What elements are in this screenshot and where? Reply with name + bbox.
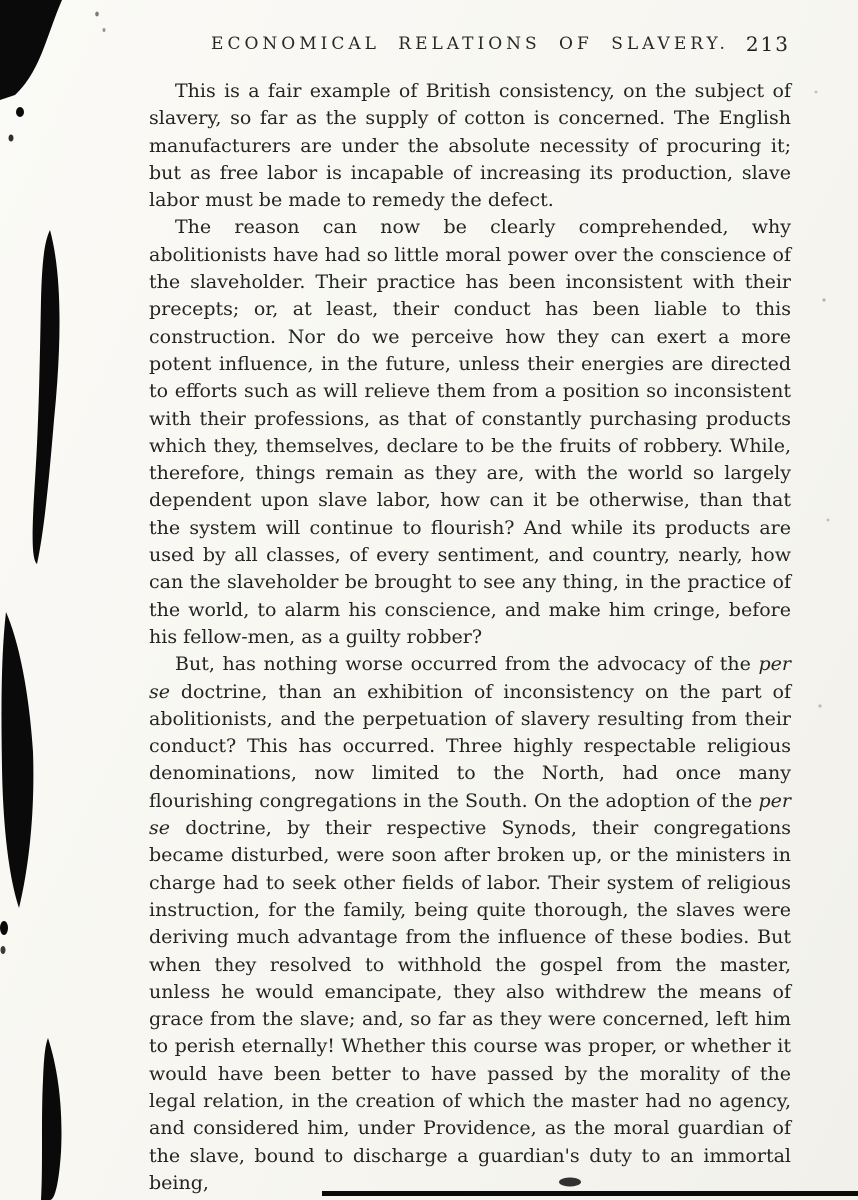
ink-speck [0,921,8,935]
ink-smudge [41,1038,61,1200]
paragraph: But, has nothing worse occurred from the advocacy of the per se doctrine, than an exhibition of inconsistency on the part of abolitionists, and the perpetuation of slavery resulting from their conduct? This has occurred. Three highly respectable religious denominations, now limited to the North, had once many flourishing congregations in the South. On the adoption of the per se doctrine, by their respective Synods, their congregations became disturbed, were soon after broken up, or the ministers in charge had to seek other fields of labor. Their system of religious instruction, for the family, being quite thorough, the slaves were deriving much advantage from the influence of these bodies. But when they resolved to withhold the gospel from the master, unless he would emancipate, they also withdrew the means of grace from the slave; and, so far as they were concerned, left him to perish eternally! Whether this course was proper, or whether it would have been better to have passed by the morality of the legal relation, in the creation of which the master had no agency, and considered him, under Providence, as the moral guardian of the slave, bound to discharge a guardian's duty to an immortal being, [149,653,791,1194]
page-header-title: ECONOMICAL RELATIONS OF SLAVERY. [211,34,729,54]
paper-speck [818,704,821,707]
ink-smudge [0,0,62,100]
ink-speck [1,946,6,954]
ink-smudge [33,230,60,564]
ink-smudge [1,612,33,908]
paragraph: This is a fair example of British consistency, on the subject of slavery, so far as the supply of cotton is concerned. The English manufacturers are under the absolute necessity of procuring it; but as free labor is incapable of increasing its production, slave labor must be made to remedy the defect. [149,80,791,212]
paper-speck [822,298,825,301]
ink-speck [103,28,106,32]
ink-speck [95,12,99,17]
ink-speck [9,135,14,142]
paper-speck [815,91,818,94]
ink-speck [16,107,24,117]
paper-speck [827,519,830,522]
page-number: 213 [745,32,790,56]
running-head [150,34,790,60]
paragraph: The reason can now be clearly comprehended, why abolitionists have had so little moral power over the conscience of the slaveholder. Their practice has been inconsistent with their precepts; or, at least, their conduct has been liable to this construction. Nor do we perceive how they can exert a more potent influence, in the future, unless their energies are directed to efforts such as will relieve them from a position so inconsistent with their professions, as that of constantly purchasing products which they, themselves, declare to be the fruits of robbery. While, therefore, things remain as they are, with the world so largely dependent upon slave labor, how can it be otherwise, than that the system will continue to flourish? And while its products are used by all classes, of every sentiment, and country, nearly, how can the slaveholder be brought to see any thing, in the practice of the world, to alarm his conscience, and make him cringe, before his fellow-men, as a guilty robber? [149,216,791,648]
page-body-text [149,78,791,1197]
